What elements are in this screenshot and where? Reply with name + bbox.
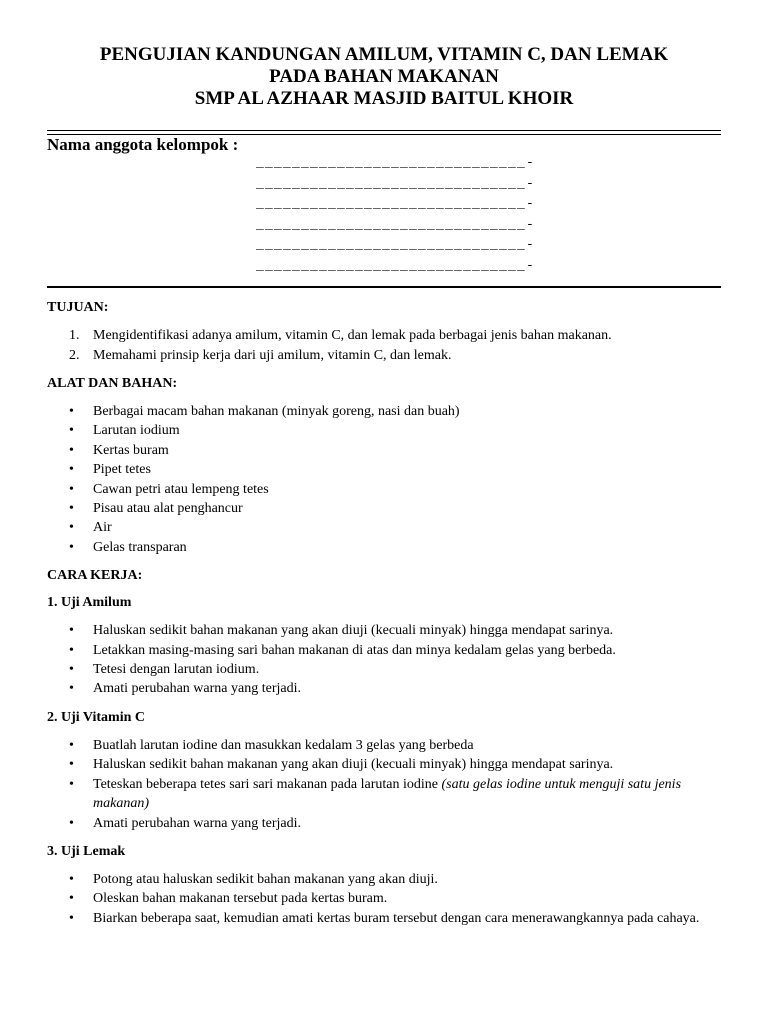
cara-kerja-heading: CARA KERJA:: [47, 568, 143, 584]
section-divider: [47, 286, 721, 288]
list-item: [47, 870, 723, 889]
member-blank-line: ______________________________-: [256, 196, 536, 211]
member-blank-line: ______________________________-: [256, 257, 536, 273]
list-item: [47, 660, 723, 679]
document-title: [0, 44, 768, 110]
item-text: Mengidentifikasi adanya amilum, vitamin C, dan lemak pada berbagai jenis bahan makanan.: [93, 328, 612, 343]
item-text: Pipet tetes: [93, 462, 151, 478]
item-text: Tetesi dengan larutan iodium.: [93, 662, 260, 678]
list-item: [47, 814, 723, 833]
bullet-icon: •: [69, 681, 74, 697]
list-item: [47, 326, 723, 346]
uji-amilum-heading: 1. Uji Amilum: [47, 595, 132, 611]
uji-amilum-list: [47, 621, 723, 699]
member-blank-lines: [256, 153, 535, 276]
bullet-icon: •: [69, 404, 74, 419]
item-text: Haluskan sedikit bahan makanan yang akan diuji (kecuali minyak) hingga mendapat sarinya.: [93, 757, 614, 773]
list-item: [47, 441, 723, 460]
item-text: Kertas buram: [93, 442, 169, 458]
bullet-icon: •: [69, 662, 74, 678]
item-text: Cawan petri atau lempeng tetes: [93, 481, 269, 497]
tujuan-list: [47, 326, 723, 365]
list-item: [47, 641, 723, 660]
bullet-icon: •: [69, 891, 74, 907]
member-blank-line: ______________________________-: [256, 237, 536, 252]
member-blank-line: ______________________________-: [256, 175, 536, 191]
item-text: Pisau atau alat penghancur: [93, 501, 243, 517]
bullet-icon: •: [69, 520, 74, 536]
title-line-3: SMP AL AZHAAR MASJID BAITUL KHOIR: [194, 88, 574, 109]
item-number: 2.: [69, 347, 80, 363]
list-item: [47, 499, 723, 518]
document-body: [47, 298, 723, 937]
list-item: [47, 518, 723, 537]
list-item: [47, 480, 723, 499]
bullet-icon: •: [69, 481, 74, 497]
list-item: [47, 679, 723, 698]
item-note: (satu gelas iodine untuk menguji satu jenis makanan): [93, 776, 682, 812]
bullet-icon: •: [69, 815, 74, 831]
bullet-icon: •: [69, 462, 74, 478]
item-text: Larutan iodium: [93, 423, 180, 439]
list-item: [47, 421, 723, 440]
bullet-icon: •: [69, 623, 74, 639]
list-item: [47, 538, 723, 557]
item-text: Letakkan masing-masing sari bahan makanan di atas dan minya kedalam gelas yang berbeda.: [93, 642, 616, 658]
member-blank-line: ______________________________-: [256, 216, 536, 232]
bullet-icon: •: [69, 539, 74, 555]
item-text: Buatlah larutan iodine dan masukkan kedalam 3 gelas yang berbeda: [93, 737, 474, 753]
item-text: Oleskan bahan makanan tersebut pada kertas buram.: [93, 891, 388, 907]
item-text: Teteskan beberapa tetes sari sari makanan pada larutan iodine: [93, 776, 442, 792]
bullet-icon: •: [69, 757, 74, 773]
list-item: [47, 736, 723, 755]
bullet-icon: •: [69, 776, 74, 792]
uji-lemak-list: [47, 870, 723, 928]
bullet-icon: •: [69, 910, 74, 926]
uji-vitamin-c-heading: 2. Uji Vitamin C: [47, 709, 145, 725]
item-text: Memahami prinsip kerja dari uji amilum, vitamin C, dan lemak.: [93, 347, 452, 363]
item-text: Amati perubahan warna yang terjadi.: [93, 681, 301, 697]
uji-vitamin-c-list: [47, 736, 723, 833]
list-item: [47, 621, 723, 640]
item-text: Air: [93, 520, 112, 536]
uji-lemak-heading: 3. Uji Lemak: [47, 843, 126, 859]
members-label: Nama anggota kelompok :: [47, 135, 239, 154]
bullet-icon: •: [69, 737, 74, 753]
item-text: Amati perubahan warna yang terjadi.: [93, 815, 301, 831]
bullet-icon: •: [69, 871, 74, 887]
list-item: [47, 909, 723, 928]
list-item: [47, 755, 723, 774]
list-item: [47, 346, 723, 366]
item-number: 1.: [69, 328, 80, 343]
item-text: Potong atau haluskan sedikit bahan makanan yang akan diuji.: [93, 871, 438, 887]
item-text: Biarkan beberapa saat, kemudian amati kertas buram tersebut dengan cara menerawangkannya pada cahaya.: [93, 910, 700, 926]
alat-list: [47, 402, 723, 557]
item-text: Berbagai macam bahan makanan (minyak goreng, nasi dan buah): [93, 404, 460, 419]
bullet-icon: •: [69, 501, 74, 517]
bullet-icon: •: [69, 442, 74, 458]
bullet-icon: •: [69, 642, 74, 658]
title-line-1: PENGUJIAN KANDUNGAN AMILUM, VITAMIN C, DAN LEMAK: [99, 44, 669, 65]
item-text: Haluskan sedikit bahan makanan yang akan diuji (kecuali minyak) hingga mendapat sarinya.: [93, 623, 614, 639]
bullet-icon: •: [69, 423, 74, 439]
title-line-2: PADA BAHAN MAKANAN: [269, 66, 499, 87]
list-item: [47, 889, 723, 908]
item-text: Gelas transparan: [93, 539, 187, 555]
member-blank-line: ______________________________-: [256, 155, 536, 170]
alat-heading: ALAT DAN BAHAN:: [47, 376, 178, 391]
list-item: [47, 402, 723, 421]
list-item: [47, 775, 723, 814]
list-item: [47, 460, 723, 479]
tujuan-heading: TUJUAN:: [47, 300, 109, 315]
